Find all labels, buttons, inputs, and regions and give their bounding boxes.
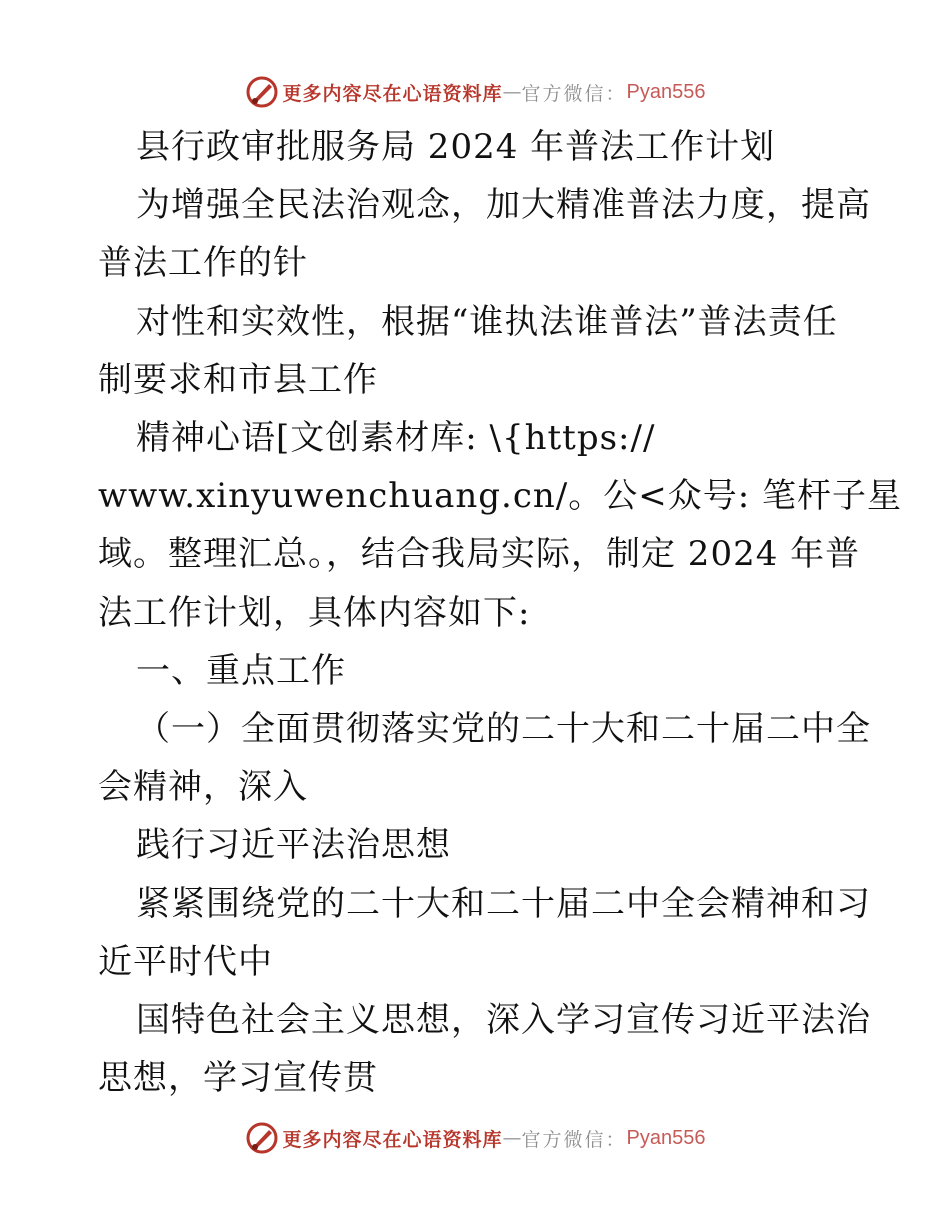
watermark-wechat-label: 官方微信： — [521, 82, 627, 105]
watermark-text: 更多内容尽在心语资料库 — [282, 1128, 503, 1151]
paragraph-line: 制要求和市县工作 — [98, 359, 378, 400]
watermark-account: Pyan556 — [626, 80, 706, 103]
watermark-wechat-label: 官方微信： — [521, 1128, 627, 1151]
paragraph-line: 对性和实效性，根据“谁执法谁普法”普法责任 — [136, 301, 838, 342]
document-title: 县行政审批服务局 2024 年普法工作计划 — [136, 127, 776, 167]
brush-logo-icon — [245, 1121, 279, 1155]
paragraph-line: 紧紧围绕党的二十大和二十届二中全会精神和习 — [136, 883, 871, 924]
paragraph-line: www.xinyuwenchuang.cn/。公<众号: 笔杆子星 — [98, 476, 902, 517]
paragraph-line: 域。整理汇总。，结合我局实际，制定 2024 年普 — [98, 534, 861, 575]
paragraph-line: 为增强全民法治观念，加大精准普法力度，提高 — [136, 185, 871, 226]
document-body — [98, 118, 902, 1107]
paragraph-line: 国特色社会主义思想，深入学习宣传习近平法治 — [136, 1000, 871, 1041]
watermark-banner-bottom — [0, 1118, 950, 1158]
paragraph-line: 会精神，深入 — [98, 767, 308, 808]
watermark-account: Pyan556 — [626, 1126, 706, 1149]
watermark-dash: — — [502, 81, 522, 103]
watermark-text: 更多内容尽在心语资料库 — [282, 82, 503, 105]
paragraph-line: 近平时代中 — [98, 941, 273, 982]
paragraph-line: 精神心语[文创素材库: \{https:// — [136, 418, 656, 459]
paragraph-line: 践行习近平法治思想 — [136, 825, 451, 866]
paragraph-line: 普法工作的针 — [98, 243, 308, 284]
watermark-dash: — — [502, 1127, 522, 1149]
watermark-banner-top — [0, 72, 950, 112]
paragraph-line: 法工作计划，具体内容如下: — [98, 592, 531, 633]
brush-logo-icon — [245, 75, 279, 109]
subsection-heading: （一）全面贯彻落实党的二十大和二十届二中全 — [136, 709, 871, 750]
paragraph-line: 思想，学习宣传贯 — [98, 1058, 378, 1099]
section-heading: 一、重点工作 — [136, 650, 346, 691]
